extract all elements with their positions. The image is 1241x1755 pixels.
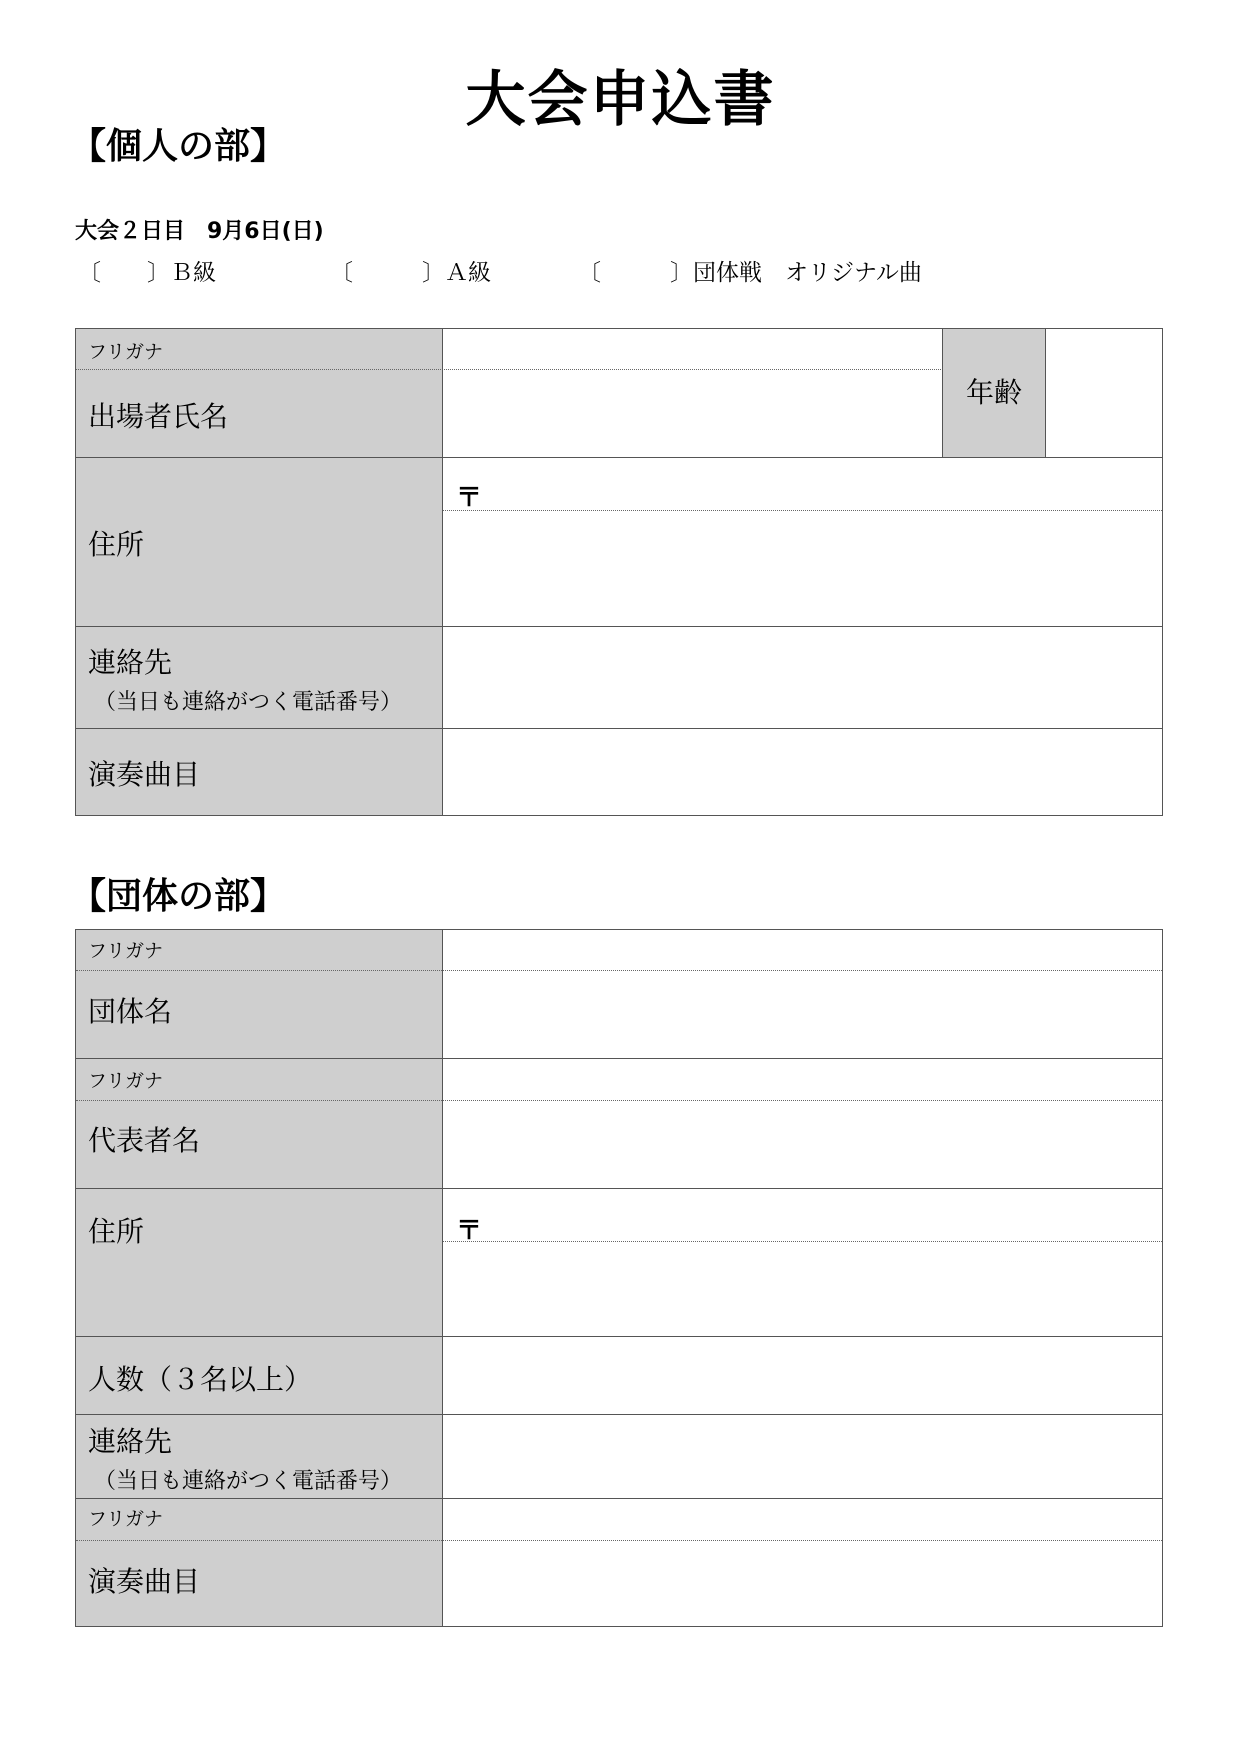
group-name-label: 団体名	[88, 995, 173, 1028]
representative-furigana-label: フリガナ	[88, 1070, 164, 1092]
group-contact-label: 連絡先	[88, 1425, 173, 1458]
group-song-title-input[interactable]	[444, 1542, 1162, 1626]
group-section-heading: 【団体の部】	[70, 876, 287, 917]
address-label: 住所	[88, 528, 145, 561]
furigana-label: フリガナ	[88, 341, 164, 363]
postal-code-input[interactable]	[486, 459, 1162, 509]
individual-section-heading: 【個人の部】	[70, 126, 287, 167]
class-option-a[interactable]: 〔 〕Ａ級	[330, 260, 491, 286]
class-option-b[interactable]: 〔 〕Ｂ級	[78, 260, 216, 286]
group-contact-phone-input[interactable]	[444, 1416, 1162, 1497]
contact-phone-input[interactable]	[444, 628, 1162, 727]
song-title-label: 演奏曲目	[88, 758, 201, 791]
song-furigana-input[interactable]	[444, 1500, 1162, 1540]
representative-furigana-input[interactable]	[444, 1060, 1162, 1100]
member-count-label: 人数（３名以上）	[88, 1363, 313, 1396]
individual-form-table	[75, 328, 1163, 816]
age-label: 年齢	[966, 376, 1023, 409]
participant-name-input[interactable]	[444, 371, 942, 457]
address-input[interactable]	[444, 512, 1162, 625]
class-option-team-original[interactable]: 〔 〕団体戦 オリジナル曲	[578, 260, 922, 286]
group-postal-mark: 〒	[456, 1216, 483, 1246]
group-contact-sub-label: （当日も連絡がつく電話番号）	[94, 1469, 403, 1494]
form-title: 大会申込書	[465, 65, 776, 135]
group-address-label: 住所	[88, 1215, 145, 1248]
group-address-input[interactable]	[444, 1243, 1162, 1335]
group-name-input[interactable]	[444, 972, 1162, 1058]
member-count-input[interactable]	[444, 1338, 1162, 1413]
representative-name-input[interactable]	[444, 1102, 1162, 1188]
group-postal-code-input[interactable]	[486, 1190, 1162, 1240]
furigana-input[interactable]	[444, 329, 942, 369]
postal-mark: 〒	[456, 483, 483, 513]
event-date: 大会２日目 9月6日(日)	[75, 219, 324, 244]
contact-label: 連絡先	[88, 646, 173, 679]
song-title-input[interactable]	[444, 730, 1162, 815]
group-song-title-label: 演奏曲目	[88, 1565, 201, 1598]
representative-name-label: 代表者名	[88, 1124, 201, 1157]
song-furigana-label: フリガナ	[88, 1508, 164, 1530]
group-furigana-label: フリガナ	[88, 940, 164, 962]
contact-sub-label: （当日も連絡がつく電話番号）	[94, 690, 403, 715]
group-furigana-input[interactable]	[444, 930, 1162, 970]
age-input[interactable]	[1047, 329, 1162, 457]
participant-name-label: 出場者氏名	[88, 400, 229, 433]
group-form-table	[75, 929, 1163, 1627]
